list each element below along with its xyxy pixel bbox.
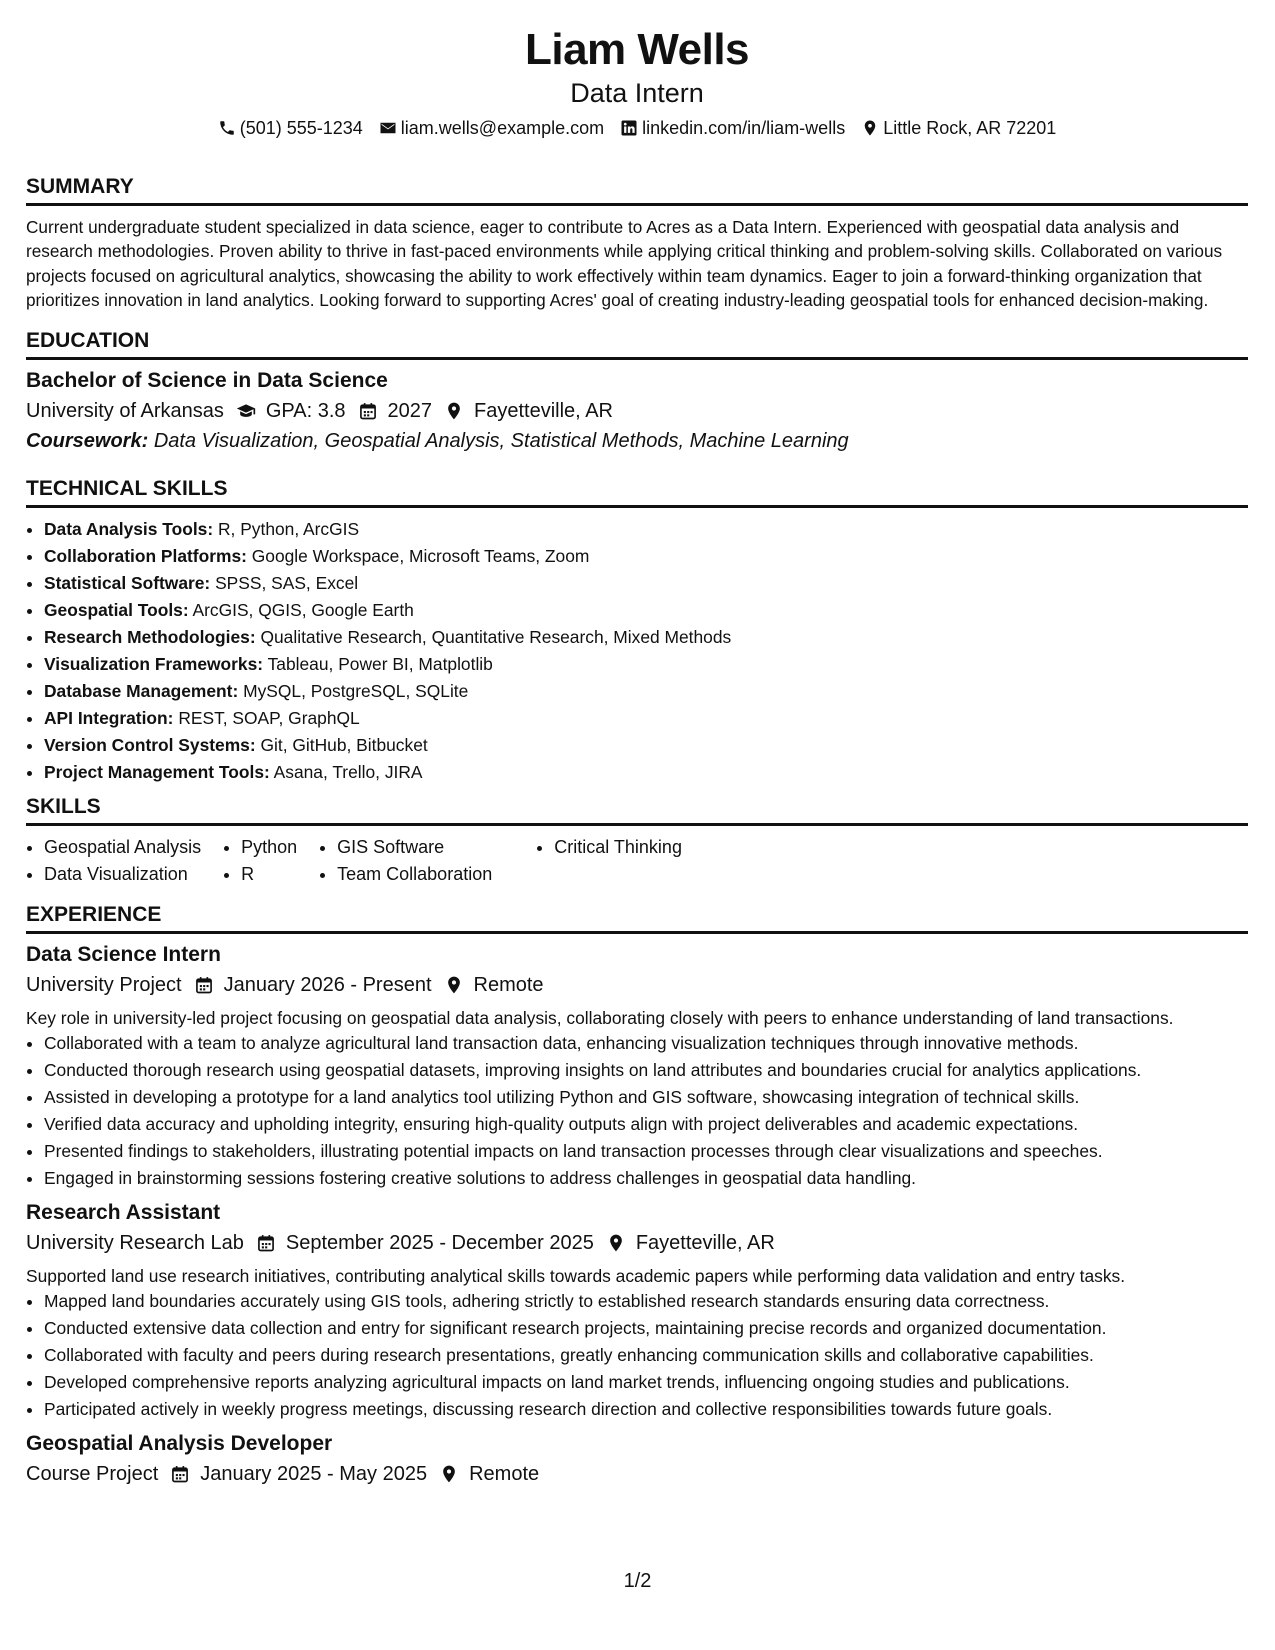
list-item: • Developed comprehensive reports analyzing agricultural impacts on land market trends, influencing ongoing studies and publications.	[44, 1369, 1248, 1396]
resume-header	[26, 23, 1248, 140]
list-item: • Python	[241, 834, 297, 861]
education-meta	[26, 398, 1248, 424]
skill-values: MySQL, PostgreSQL, SQLite	[243, 681, 469, 702]
list-item	[44, 516, 1248, 543]
job-dates: January 2025 - May 2025	[200, 1463, 428, 1486]
skills-column	[536, 834, 682, 888]
skills-column	[26, 834, 201, 888]
list-item	[44, 651, 1248, 678]
map-pin-icon	[444, 401, 464, 421]
job-meta	[26, 1461, 1248, 1487]
contact-phone	[218, 116, 363, 140]
list-item	[44, 678, 1248, 705]
job-location: Fayetteville, AR	[635, 1232, 775, 1255]
skill-values: REST, SOAP, GraphQL	[178, 708, 360, 729]
skill-category: Geospatial Tools:	[44, 600, 189, 621]
list-item: • Assisted in developing a prototype for a land analytics tool utilizing Python and GIS software, showcasing integration of technical skills.	[44, 1084, 1248, 1111]
list-item	[44, 759, 1248, 786]
skills-heading: SKILLS	[26, 794, 1248, 826]
list-item: • Mapped land boundaries accurately using GIS tools, adhering strictly to established research standards ensuring data correctness.	[44, 1288, 1248, 1315]
skill-category: Project Management Tools:	[44, 762, 270, 783]
page-number: 1/2	[623, 1570, 652, 1592]
list-item: • Team Collaboration	[337, 861, 492, 888]
skill-values: SPSS, SAS, Excel	[215, 573, 359, 594]
calendar-icon	[256, 1233, 276, 1253]
technical-skills-list	[26, 516, 1248, 786]
list-item	[44, 570, 1248, 597]
coursework-list: Data Visualization, Geospatial Analysis, Statistical Methods, Machine Learning	[153, 430, 849, 453]
job-meta	[26, 972, 1248, 998]
list-item: • Engaged in brainstorming sessions fostering creative solutions to address challenges in geospatial data handling.	[44, 1165, 1248, 1192]
skill-category: API Integration:	[44, 708, 174, 729]
graduation-cap-icon	[236, 401, 256, 421]
list-item	[44, 597, 1248, 624]
job-title: Geospatial Analysis Developer	[26, 1432, 333, 1456]
list-item: • Collaborated with faculty and peers during research presentations, greatly enhancing communication skills and collaborative capabilities.	[44, 1342, 1248, 1369]
contact-email[interactable]	[379, 116, 604, 140]
gpa: GPA: 3.8	[265, 400, 346, 423]
education-heading: EDUCATION	[26, 328, 1248, 360]
job-description: Supported land use research initiatives, contributing analytical skills towards academic papers while performing data validation and entry tasks.	[26, 1266, 1126, 1287]
skill-values: ArcGIS, QGIS, Google Earth	[192, 600, 414, 621]
job-bullets	[26, 1030, 1248, 1192]
skills-column	[319, 834, 492, 888]
list-item: • Verified data accuracy and upholding integrity, ensuring high-quality outputs align with project deliverables and academic expectations.	[44, 1111, 1248, 1138]
list-item: • Presented findings to stakeholders, illustrating potential impacts on land transaction processes through clear visualizations and speeches.	[44, 1138, 1248, 1165]
job-title: Research Assistant	[26, 1201, 221, 1225]
skill-category: Database Management:	[44, 681, 239, 702]
job-bullets	[26, 1288, 1248, 1423]
coursework-label: Coursework:	[26, 430, 149, 453]
list-item: • R	[241, 861, 297, 888]
skills-column	[223, 834, 297, 888]
phone-text: (501) 555-1234	[239, 118, 363, 138]
job-title: Data Science Intern	[26, 943, 221, 967]
job-location: Remote	[469, 1463, 540, 1486]
envelope-icon	[379, 119, 397, 137]
email-text: liam.wells@example.com	[400, 118, 605, 138]
list-item: • Data Visualization	[44, 861, 201, 888]
candidate-title: Data Intern	[570, 78, 704, 108]
skill-values: Tableau, Power BI, Matplotlib	[267, 654, 493, 675]
school-location: Fayetteville, AR	[474, 400, 613, 423]
coursework	[26, 428, 1248, 454]
list-item: • Conducted thorough research using geospatial datasets, improving insights on land attributes and boundaries crucial for analytics applications.	[44, 1057, 1248, 1084]
degree: Bachelor of Science in Data Science	[26, 369, 388, 393]
linkedin-icon	[620, 119, 638, 137]
skill-values: Qualitative Research, Quantitative Research, Mixed Methods	[260, 627, 732, 648]
map-pin-icon	[439, 1464, 459, 1484]
skill-category: Data Analysis Tools:	[44, 519, 214, 540]
job-dates: September 2025 - December 2025	[285, 1232, 594, 1255]
skill-category: Collaboration Platforms:	[44, 546, 247, 567]
calendar-icon	[170, 1464, 190, 1484]
contact-linkedin[interactable]	[620, 116, 845, 140]
list-item: • Critical Thinking	[554, 834, 682, 861]
candidate-name: Liam Wells	[524, 25, 750, 74]
technical-skills-heading: TECHNICAL SKILLS	[26, 476, 1248, 508]
list-item: • GIS Software	[337, 834, 492, 861]
map-pin-icon	[861, 119, 879, 137]
resume-page	[26, 0, 1248, 1487]
phone-icon	[218, 119, 236, 137]
map-pin-icon	[444, 975, 464, 995]
contact-info	[26, 116, 1248, 140]
summary-heading: SUMMARY	[26, 174, 1248, 206]
list-item	[44, 732, 1248, 759]
skills-grid	[26, 834, 1248, 888]
location-text: Little Rock, AR 72201	[883, 118, 1057, 138]
job-org: University Project	[26, 974, 182, 997]
grad-year: 2027	[387, 400, 433, 423]
calendar-icon	[358, 401, 378, 421]
list-item: • Participated actively in weekly progress meetings, discussing research direction and collective responsibilities towards future goals.	[44, 1396, 1248, 1423]
skill-values: Google Workspace, Microsoft Teams, Zoom	[251, 546, 590, 567]
list-item: • Collaborated with a team to analyze agricultural land transaction data, enhancing visualization techniques through innovative methods.	[44, 1030, 1248, 1057]
skill-category: Statistical Software:	[44, 573, 211, 594]
job-description: Key role in university-led project focusing on geospatial data analysis, collaborating closely with peers to enhance understanding of land transactions.	[26, 1008, 1174, 1029]
map-pin-icon	[606, 1233, 626, 1253]
skill-category: Research Methodologies:	[44, 627, 256, 648]
list-item	[44, 624, 1248, 651]
list-item	[44, 543, 1248, 570]
list-item	[44, 705, 1248, 732]
skill-category: Version Control Systems:	[44, 735, 256, 756]
job-location: Remote	[473, 974, 544, 997]
skill-values: Asana, Trello, JIRA	[273, 762, 423, 783]
job-org: University Research Lab	[26, 1232, 244, 1255]
list-item: • Geospatial Analysis	[44, 834, 201, 861]
skill-category: Visualization Frameworks:	[44, 654, 264, 675]
experience-heading: EXPERIENCE	[26, 902, 1248, 934]
summary-text: Current undergraduate student specialized in data science, eager to contribute to Acres as a Data Intern. Experienced with geospatial data analysis and research methodologies. Proven ability to thrive in fast-paced environments while applying critical thinking and problem-solving skills. Collaborated on various projects focused on agricultural analytics, showcasing the ability to work effectively within team dynamics. Eager to join a forward-thinking organization that prioritizes innovation in land analytics. Looking forward to supporting Acres' goal of creating industry-leading geospatial tools for enhanced decision-making.	[26, 217, 1223, 310]
job-meta	[26, 1230, 1248, 1256]
contact-location	[861, 116, 1056, 140]
calendar-icon	[194, 975, 214, 995]
job-org: Course Project	[26, 1463, 159, 1486]
job-dates: January 2026 - Present	[223, 974, 432, 997]
linkedin-text: linkedin.com/in/liam-wells	[642, 118, 846, 138]
skill-values: Git, GitHub, Bitbucket	[260, 735, 428, 756]
school: University of Arkansas	[26, 400, 224, 423]
skill-values: R, Python, ArcGIS	[217, 519, 360, 540]
list-item: • Conducted extensive data collection and entry for significant research projects, maintaining precise records and organized documentation.	[44, 1315, 1248, 1342]
